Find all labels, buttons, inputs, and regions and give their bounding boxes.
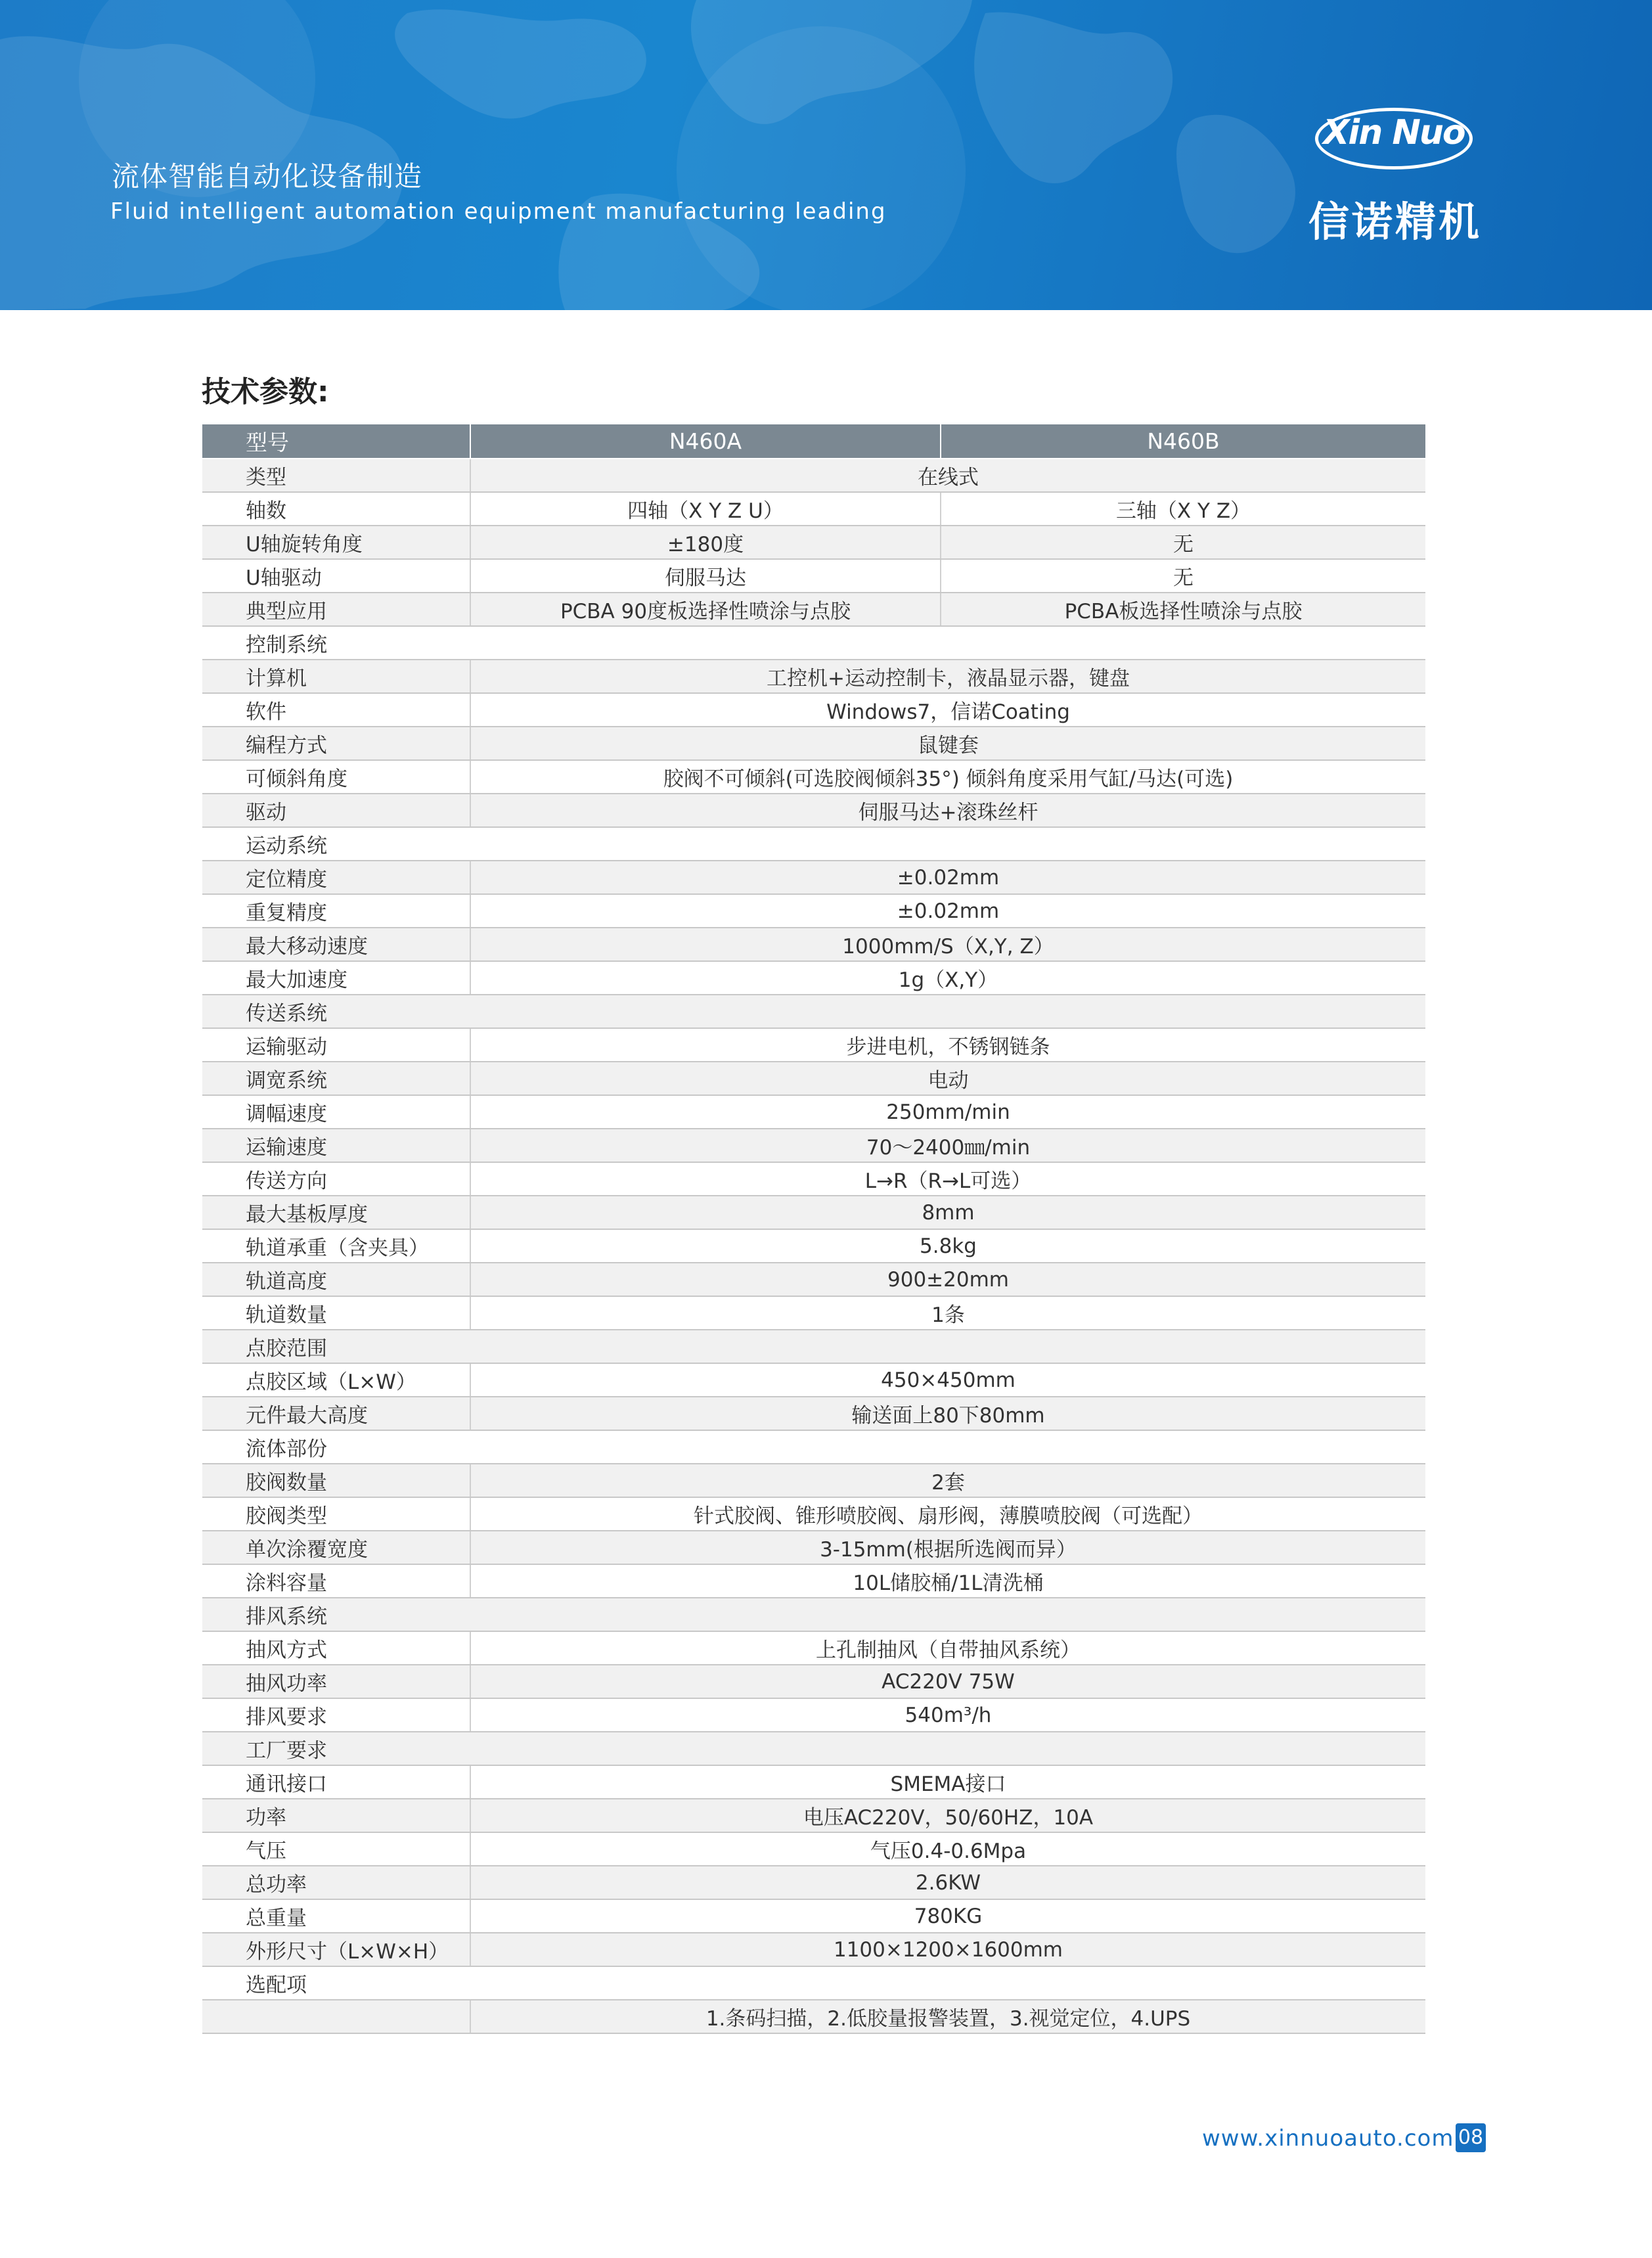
row-label: 气压 xyxy=(202,1832,470,1866)
row-label: 驱动 xyxy=(202,794,470,827)
table-row xyxy=(202,559,1425,593)
header-cell-model: 型号 xyxy=(202,424,470,459)
row-label: 传送方向 xyxy=(202,1162,470,1196)
row-label: 排风系统 xyxy=(202,1598,470,1631)
table-row xyxy=(202,961,1425,995)
row-value: 1g（X,Y） xyxy=(470,961,1425,995)
table-section-row xyxy=(202,827,1425,861)
table-row xyxy=(202,1765,1425,1799)
row-value: 电压AC220V，50/60HZ，10A xyxy=(470,1799,1425,1832)
row-label: 可倾斜角度 xyxy=(202,760,470,794)
table-row xyxy=(202,1296,1425,1330)
row-label: 点胶区域（L×W） xyxy=(202,1363,470,1397)
table-row xyxy=(202,760,1425,794)
table-row xyxy=(202,1665,1425,1698)
section-empty-cell xyxy=(470,827,1425,861)
row-value-n460a: 伺服马达 xyxy=(470,559,941,593)
company-logo xyxy=(1307,99,1491,250)
row-label: 单次涂覆宽度 xyxy=(202,1531,470,1564)
table-header-row xyxy=(202,424,1425,459)
logo-chinese-name: 信诺精机 xyxy=(1308,198,1483,246)
tagline-chinese: 流体智能自动化设备制造 xyxy=(112,160,423,192)
row-value-n460a: 四轴（X Y Z U） xyxy=(470,492,941,526)
row-value-n460b: 三轴（X Y Z） xyxy=(941,492,1425,526)
row-label: 编程方式 xyxy=(202,727,470,760)
table-row xyxy=(202,894,1425,928)
table-section-row xyxy=(202,626,1425,660)
row-value: 伺服马达+滚珠丝杆 xyxy=(470,794,1425,827)
row-value-n460b: PCBA板选择性喷涂与点胶 xyxy=(941,593,1425,626)
table-section-row xyxy=(202,1330,1425,1363)
table-section-row xyxy=(202,1732,1425,1765)
section-empty-cell xyxy=(470,1430,1425,1464)
row-label: 重复精度 xyxy=(202,894,470,928)
row-label: 功率 xyxy=(202,1799,470,1832)
table-row xyxy=(202,1799,1425,1832)
row-value-n460a: PCBA 90度板选择性喷涂与点胶 xyxy=(470,593,941,626)
row-label: 工厂要求 xyxy=(202,1732,470,1765)
row-label: 涂料容量 xyxy=(202,1564,470,1598)
row-label: 运动系统 xyxy=(202,827,470,861)
row-value: SMEMA接口 xyxy=(470,1765,1425,1799)
row-label: U轴旋转角度 xyxy=(202,526,470,559)
row-value: 2套 xyxy=(470,1464,1425,1497)
table-row xyxy=(202,492,1425,526)
section-empty-cell xyxy=(470,1330,1425,1363)
row-label: 外形尺寸（L×W×H） xyxy=(202,1933,470,1966)
table-row xyxy=(202,1631,1425,1665)
row-value: 鼠键套 xyxy=(470,727,1425,760)
table-row xyxy=(202,1229,1425,1263)
row-label: 点胶范围 xyxy=(202,1330,470,1363)
row-value: 250mm/min xyxy=(470,1095,1425,1129)
table-row xyxy=(202,1129,1425,1162)
row-label: U轴驱动 xyxy=(202,559,470,593)
row-value: AC220V 75W xyxy=(470,1665,1425,1698)
row-value: 10L储胶桶/1L清洗桶 xyxy=(470,1564,1425,1598)
row-label: 典型应用 xyxy=(202,593,470,626)
row-value: 900±20mm xyxy=(470,1263,1425,1296)
table-row xyxy=(202,727,1425,760)
row-label: 抽风功率 xyxy=(202,1665,470,1698)
row-value-n460a: ±180度 xyxy=(470,526,941,559)
row-label: 定位精度 xyxy=(202,861,470,894)
header-cell-n460a: N460A xyxy=(470,424,941,459)
table-row xyxy=(202,1497,1425,1531)
table-row xyxy=(202,1196,1425,1229)
row-value: 输送面上80下80mm xyxy=(470,1397,1425,1430)
row-value: 上孔制抽风（自带抽风系统） xyxy=(470,1631,1425,1665)
section-empty-cell xyxy=(470,626,1425,660)
row-value: 2.6KW xyxy=(470,1866,1425,1899)
logo-wordmark: Xin Nuo xyxy=(1323,113,1465,152)
row-value-n460b: 无 xyxy=(941,559,1425,593)
section-empty-cell xyxy=(470,1732,1425,1765)
table-row xyxy=(202,1464,1425,1497)
row-label: 软件 xyxy=(202,693,470,727)
row-value: 450×450mm xyxy=(470,1363,1425,1397)
row-label: 计算机 xyxy=(202,660,470,693)
row-value: 540m³/h xyxy=(470,1698,1425,1732)
row-label: 轨道承重（含夹具） xyxy=(202,1229,470,1263)
table-row xyxy=(202,1162,1425,1196)
table-row xyxy=(202,1832,1425,1866)
row-label: 选配项 xyxy=(202,1966,470,2000)
table-row xyxy=(202,1062,1425,1095)
footer-website-link[interactable]: www.xinnuoauto.com xyxy=(1202,2125,1454,2152)
row-value: ±0.02mm xyxy=(470,861,1425,894)
spec-table xyxy=(202,424,1425,2034)
table-section-row xyxy=(202,1430,1425,1464)
header-banner xyxy=(0,0,1652,310)
row-label: 通讯接口 xyxy=(202,1765,470,1799)
row-value: 工控机+运动控制卡，液晶显示器，键盘 xyxy=(470,660,1425,693)
section-title: 技术参数: xyxy=(202,375,329,409)
row-value: 70～2400㎜/min xyxy=(470,1129,1425,1162)
row-value: 1100×1200×1600mm xyxy=(470,1933,1425,1966)
table-row xyxy=(202,1866,1425,1899)
row-label: 轴数 xyxy=(202,492,470,526)
table-row xyxy=(202,1564,1425,1598)
table-row xyxy=(202,593,1425,626)
row-value: 8mm xyxy=(470,1196,1425,1229)
row-label xyxy=(202,2000,470,2033)
row-label: 调幅速度 xyxy=(202,1095,470,1129)
row-value-n460b: 无 xyxy=(941,526,1425,559)
row-label: 最大移动速度 xyxy=(202,928,470,961)
row-label: 运输速度 xyxy=(202,1129,470,1162)
tagline-english: Fluid intelligent automation equipment manufacturing leading xyxy=(110,198,887,225)
row-label: 流体部份 xyxy=(202,1430,470,1464)
table-row xyxy=(202,526,1425,559)
section-empty-cell xyxy=(470,1598,1425,1631)
table-row xyxy=(202,1933,1425,1966)
row-value: 5.8kg xyxy=(470,1229,1425,1263)
row-value: 气压0.4-0.6Mpa xyxy=(470,1832,1425,1866)
table-section-row xyxy=(202,1598,1425,1631)
section-empty-cell xyxy=(470,995,1425,1028)
row-value: 1.条码扫描，2.低胶量报警装置，3.视觉定位，4.UPS xyxy=(470,2000,1425,2033)
row-value: 电动 xyxy=(470,1062,1425,1095)
row-label: 轨道高度 xyxy=(202,1263,470,1296)
row-value: 780KG xyxy=(470,1899,1425,1933)
row-label: 类型 xyxy=(202,459,470,492)
row-value: 针式胶阀、锥形喷胶阀、扇形阀，薄膜喷胶阀（可选配） xyxy=(470,1497,1425,1531)
table-section-row xyxy=(202,995,1425,1028)
row-label: 调宽系统 xyxy=(202,1062,470,1095)
row-label: 运输驱动 xyxy=(202,1028,470,1062)
row-label: 控制系统 xyxy=(202,626,470,660)
table-row xyxy=(202,459,1425,492)
row-value: 胶阀不可倾斜(可选胶阀倾斜35°) 倾斜角度采用气缸/马达(可选) xyxy=(470,760,1425,794)
table-row xyxy=(202,660,1425,693)
row-value: 3-15mm(根据所选阀而异） xyxy=(470,1531,1425,1564)
row-label: 胶阀数量 xyxy=(202,1464,470,1497)
row-label: 总功率 xyxy=(202,1866,470,1899)
row-value: ±0.02mm xyxy=(470,894,1425,928)
header-cell-n460b: N460B xyxy=(941,424,1425,459)
section-empty-cell xyxy=(470,1966,1425,2000)
table-row xyxy=(202,1095,1425,1129)
table-row xyxy=(202,928,1425,961)
page-number-badge: 08 xyxy=(1456,2123,1486,2152)
row-value: L→R（R→L可选） xyxy=(470,1162,1425,1196)
row-label: 胶阀类型 xyxy=(202,1497,470,1531)
row-value: 1条 xyxy=(470,1296,1425,1330)
table-section-row xyxy=(202,1966,1425,2000)
row-label: 最大基板厚度 xyxy=(202,1196,470,1229)
row-value: 1000mm/S（X,Y, Z） xyxy=(470,928,1425,961)
table-row xyxy=(202,1028,1425,1062)
row-label: 总重量 xyxy=(202,1899,470,1933)
row-label: 元件最大高度 xyxy=(202,1397,470,1430)
table-row xyxy=(202,794,1425,827)
table-row xyxy=(202,861,1425,894)
table-row xyxy=(202,1531,1425,1564)
row-label: 轨道数量 xyxy=(202,1296,470,1330)
row-value: 在线式 xyxy=(470,459,1425,492)
row-value: 步进电机，不锈钢链条 xyxy=(470,1028,1425,1062)
row-value: Windows7，信诺Coating xyxy=(470,693,1425,727)
table-row xyxy=(202,1698,1425,1732)
table-row xyxy=(202,1363,1425,1397)
table-row xyxy=(202,1263,1425,1296)
row-label: 最大加速度 xyxy=(202,961,470,995)
table-row xyxy=(202,693,1425,727)
table-row xyxy=(202,1899,1425,1933)
row-label: 排风要求 xyxy=(202,1698,470,1732)
row-label: 传送系统 xyxy=(202,995,470,1028)
row-label: 抽风方式 xyxy=(202,1631,470,1665)
table-row xyxy=(202,1397,1425,1430)
table-row xyxy=(202,2000,1425,2033)
